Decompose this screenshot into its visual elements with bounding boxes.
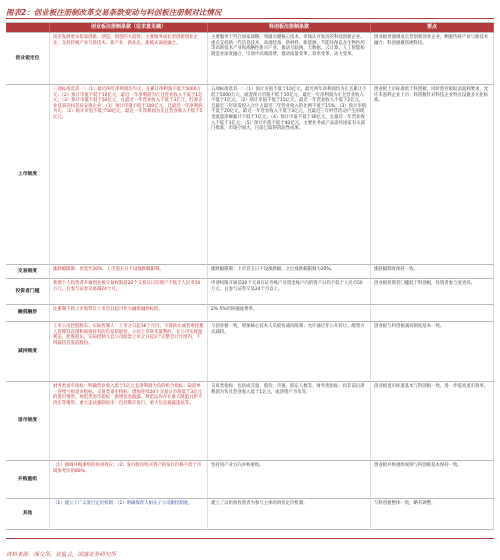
chinext-text: 涨跌幅限制：放宽至20%，上市前五日不设涨跌幅限制。 xyxy=(53,267,164,272)
point-cell xyxy=(371,33,494,85)
chinext-cell xyxy=(50,85,208,265)
row-label: 上市制度 xyxy=(6,85,50,265)
chinext-cell xyxy=(50,322,208,382)
point-text: 创业板更强调成长型创新创业企业，侧重传统产业与新技术融合；科创板聚焦硬科技。 xyxy=(374,35,489,46)
chinext-cell xyxy=(50,33,208,85)
star-cell xyxy=(208,33,371,85)
point-text: 涨跌幅制度保持一致。 xyxy=(374,267,418,272)
star-cell xyxy=(208,382,371,461)
point-cell xyxy=(371,382,494,461)
chinext-text: （1）建立了广义发行定价机制；（2）明确保荐人相关子公司跟投制度。 xyxy=(53,501,193,506)
header-chinext: 创业板注册制条款（征求意见稿） xyxy=(50,23,208,33)
star-text: 申请权限开通前20个交易日证券账户及资金账户内的资产日均不低于人民币50万元，且参与证券交易24个月以上。 xyxy=(211,281,363,292)
point-text: 创业板退市标准基本与科创板一致，进一步提高退市效率。 xyxy=(374,384,489,389)
header-blank xyxy=(6,23,50,33)
chinext-text: 注册制下新上市股票自上市首日起可作为融资融券标的。 xyxy=(53,307,163,312)
point-cell xyxy=(371,461,494,499)
chinext-cell xyxy=(50,305,208,322)
star-text: 交易类指标：包括成交量、股价、市值、股东人数等；财务类指标：扣非前后净利润为负且营业收入低于1亿元，或净资产为负等。 xyxy=(211,384,365,395)
chinext-text: 三项标准选其一：（1）最近两年净利润均为正，且累计净利润不低于5000万元；（2）预计市值不低于10亿元，最近一年净利润为正且营业收入不低于1亿元；（3）预计市值不低于50亿元，且最近一年营业收入不低于3亿元。红筹企业及表决权差异安排企业：（1）预计市值不低于100亿元，且最近一年净利润为正；（2）预计市值不低于50亿元，最近一年净利润为正且营业收入不低于5亿元。 xyxy=(53,87,203,120)
source-note: 资料来源：深交所，证监会，国盛证券研究所 xyxy=(6,552,117,558)
chinext-text: 财务类退市指标：明确营业收入低于1亿元且净利润为负的组合指标；取消单一连续亏损退市指标。交易类退市指标：增加连续20个交易日市值低于3亿元的退市情形。规范类退市指标：新增信息披露、规范运作存在重大缺陷且拒不改正等情形。重大违法强制退市：包括欺诈发行、重大信息披露违法等。 xyxy=(53,384,203,406)
row-label: 其他 xyxy=(6,499,50,530)
chinext-text: 新增个人投资者开通创业板交易权限前20个交易日日均资产不低于人民币10万元，且参与证券交易满24个月。 xyxy=(53,281,201,292)
row-label: 退市制度 xyxy=(6,382,50,461)
point-text: 创业板上市标准低于科创板，同时创业板取消盈利要求，允许未盈利企业上市；科创板针对科技企业特点设置多元化标准。 xyxy=(374,87,489,104)
star-text: 主要服务于符合国家战略、突破关键核心技术、市场认可度高的科技创新企业。重点支持新一代信息技术、高端装备、新材料、新能源、节能环保以及生物医药等高新技术产业和战略性新兴产业，推动互联网、大数据、云计算、人工智能和制造业深度融合，引领中高端消费，推动质量变革、效率变革、动力变革。 xyxy=(211,35,365,57)
row-label: 融资融券 xyxy=(6,305,50,322)
chinext-cell xyxy=(50,499,208,530)
point-cell xyxy=(371,265,494,279)
point-text: 创业板与科创板减持制度基本一致。 xyxy=(374,324,445,329)
chinext-text: 上市公司控股股东、实际控制人：上市之日起36个月内，不得转让或者委托他人管理其直接和间接持有的首发前股份。公司上市时未盈利的，在公司实现盈利前，控股股东、实际控制人自公司股票上市之日起3个完整会计年度内，不得减持首发前股份。 xyxy=(53,324,204,346)
star-cell xyxy=(208,85,371,265)
point-text: 创业板并购重组规则与科创板基本保持一致。 xyxy=(374,463,462,468)
source-footer xyxy=(6,538,494,560)
row-label: 投资者门槛 xyxy=(6,279,50,305)
header-point: 要点 xyxy=(371,23,494,33)
point-cell xyxy=(371,279,494,305)
chinext-cell xyxy=(50,461,208,499)
row-label: 减持制度 xyxy=(6,322,50,382)
point-cell xyxy=(371,322,494,382)
point-cell xyxy=(371,305,494,322)
chinext-cell xyxy=(50,279,208,305)
star-cell xyxy=(208,499,371,530)
star-text: 与创业板一致，增加核心技术人员股份减持限制；允许通过非公开转让、配售方式减持。 xyxy=(211,324,365,335)
figure-title-bar xyxy=(6,6,494,19)
star-text: 五项标准选其一：（1）预计市值不低于10亿元，最近两年净利润均为正且累计不低于5000万元，或者预计市值不低于10亿元，最近一年净利润为正且营业收入不低于1亿元；（2）预计市值不低于15亿元，最近一年营业收入不低于2亿元，且最近三年研发投入合计占最近三年营业收入的比例不低于15%；（3）预计市值不低于20亿元，最近一年营业收入不低于3亿元，且最近三年经营活动产生的现金流量净额累计不低于1亿元；（4）预计市值不低于30亿元，且最近一年营业收入不低于3亿元；（5）预计市值不低于40亿元，主要业务或产品需经国家有关部门批准，市场空间大，目前已取得阶段性成果。 xyxy=(211,87,367,132)
point-cell xyxy=(371,85,494,265)
star-cell xyxy=(208,305,371,322)
comparison-table xyxy=(6,22,494,536)
star-text: 建立了以机构投资者为参与主体的询价定价机制。 xyxy=(211,501,308,506)
point-cell xyxy=(371,499,494,530)
chinext-cell xyxy=(50,382,208,461)
row-label: 交易制度 xyxy=(6,265,50,279)
star-cell xyxy=(208,279,371,305)
row-label: 创业板定位 xyxy=(6,33,50,85)
chinext-text: 适应发展更多依靠创新、创造、创意的大趋势，主要服务成长型创新创业企业，支持传统产业与新技术、新产业、新业态、新模式深度融合。 xyxy=(53,35,198,46)
star-cell xyxy=(208,265,371,279)
star-cell xyxy=(208,461,371,499)
star-text: 涨跌幅限制：上市首五日不设涨跌幅，之后涨跌幅限制为20%。 xyxy=(211,267,335,272)
star-cell xyxy=(208,322,371,382)
point-text: 与科创板整体一致，略有调整。 xyxy=(374,501,436,506)
header-star: 科创板注册制条款 xyxy=(208,23,371,33)
chinext-text: （1）强调并购重组的协同效应；（2）发行股份购买资产的发行价格不低于市场参考价的80%。 xyxy=(53,463,202,474)
star-text: 2%-5%的转融通费率。 xyxy=(211,307,258,312)
point-text: 创业板投资者门槛低于科创板，投资者参与度更高。 xyxy=(374,281,475,286)
row-label: 并购重组 xyxy=(6,461,50,499)
star-text: 坚持同产业方向并购重组。 xyxy=(211,463,264,468)
chinext-cell xyxy=(50,265,208,279)
figure-title: 图表2：创业板注册制改革交易条款变动与科创板注册制对比情况 xyxy=(6,7,222,17)
